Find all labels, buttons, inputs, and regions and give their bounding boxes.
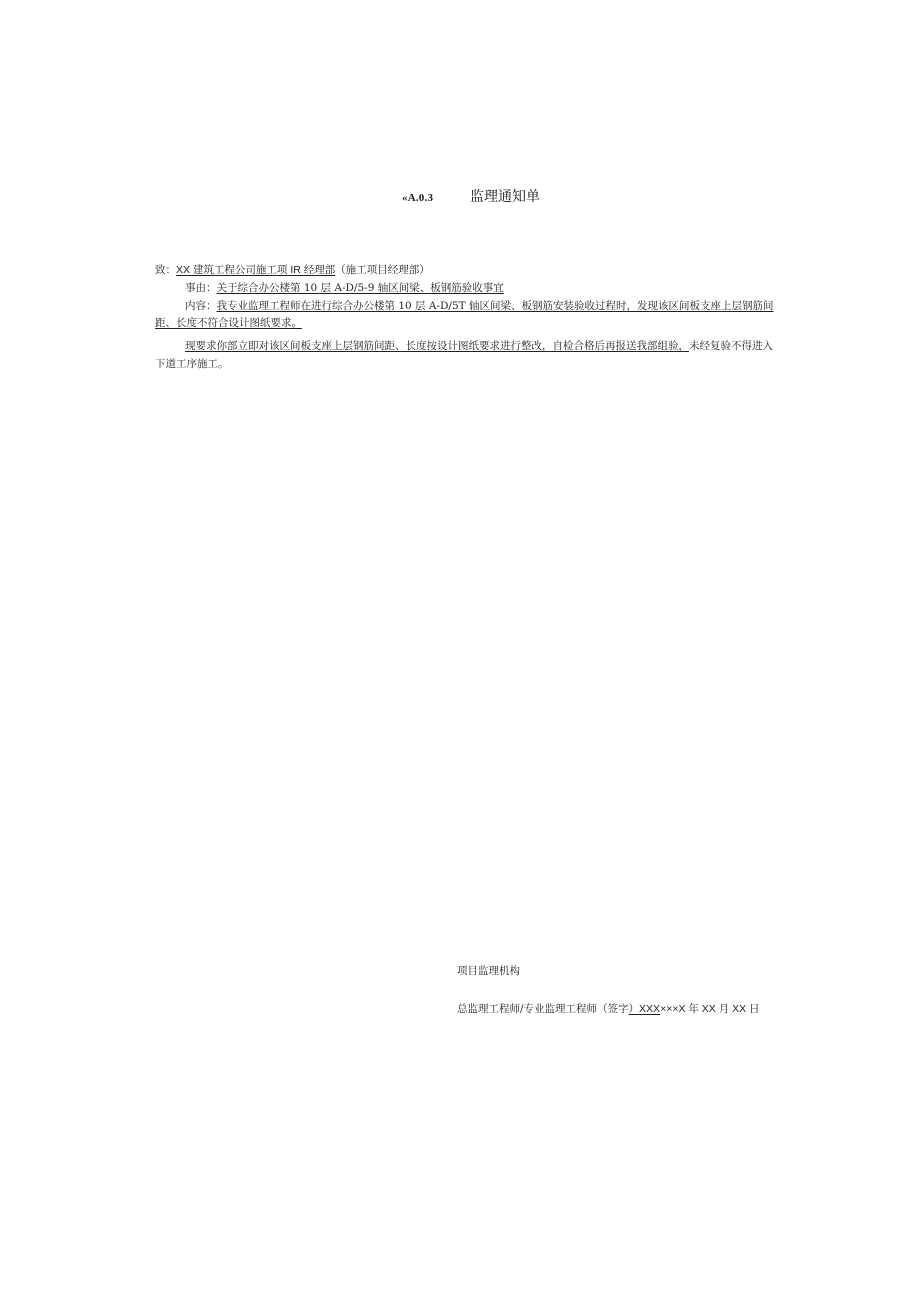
content-label: 内容：: [185, 300, 217, 312]
requirement-line-2: [155, 359, 229, 370]
signature-line: [457, 1004, 760, 1015]
requirement-text-rest: 未经复验不得进入: [689, 340, 773, 352]
supervision-org: 项目监理机构: [457, 965, 520, 977]
recipient-label: 致：: [155, 264, 176, 276]
recipient-note: （施工项目经理部）: [335, 264, 430, 276]
signature-paren: ）: [628, 1003, 640, 1015]
signer-name: XXX: [639, 1003, 661, 1015]
content-text-2: 距、长度不符合设计图纸要求。: [155, 317, 302, 329]
subject-text: 关于综合办公楼第 10 层 A-D/5-9 轴区间梁、板钢筋验收事宜: [216, 282, 504, 294]
recipient-name: XX 建筑工程公司施工项 IR 经理部: [176, 264, 336, 276]
subject-label: 事由：: [185, 282, 217, 294]
signature-date: ×××X 年 XX 月 XX 日: [660, 1003, 760, 1015]
subject-line: [185, 283, 504, 294]
recipient-line: [155, 265, 430, 276]
content-line-1: [185, 301, 773, 312]
signature-label: 总监理工程师/专业监理工程师（签字: [457, 1003, 629, 1015]
requirement-line-1: [185, 341, 773, 352]
form-code: «A.0.3: [402, 192, 434, 204]
requirement-text-underlined: 现要求你部立即对该区间板支座上层钢筋间距、长度按设计图纸要求进行整改，自检合格后再报送我部组验，: [185, 340, 689, 352]
document-header: [0, 190, 920, 208]
document-title: 监理通知单: [470, 189, 540, 205]
requirement-text-2: 下道工序施工。: [155, 358, 229, 370]
content-text-1: 我专业监理工程师在进行综合办公楼第 10 层 A-D/5T 轴区间梁、板钢筋安装验收过程时，发现该区间板支座上层钢筋间: [216, 300, 774, 312]
content-line-2: [155, 318, 302, 329]
